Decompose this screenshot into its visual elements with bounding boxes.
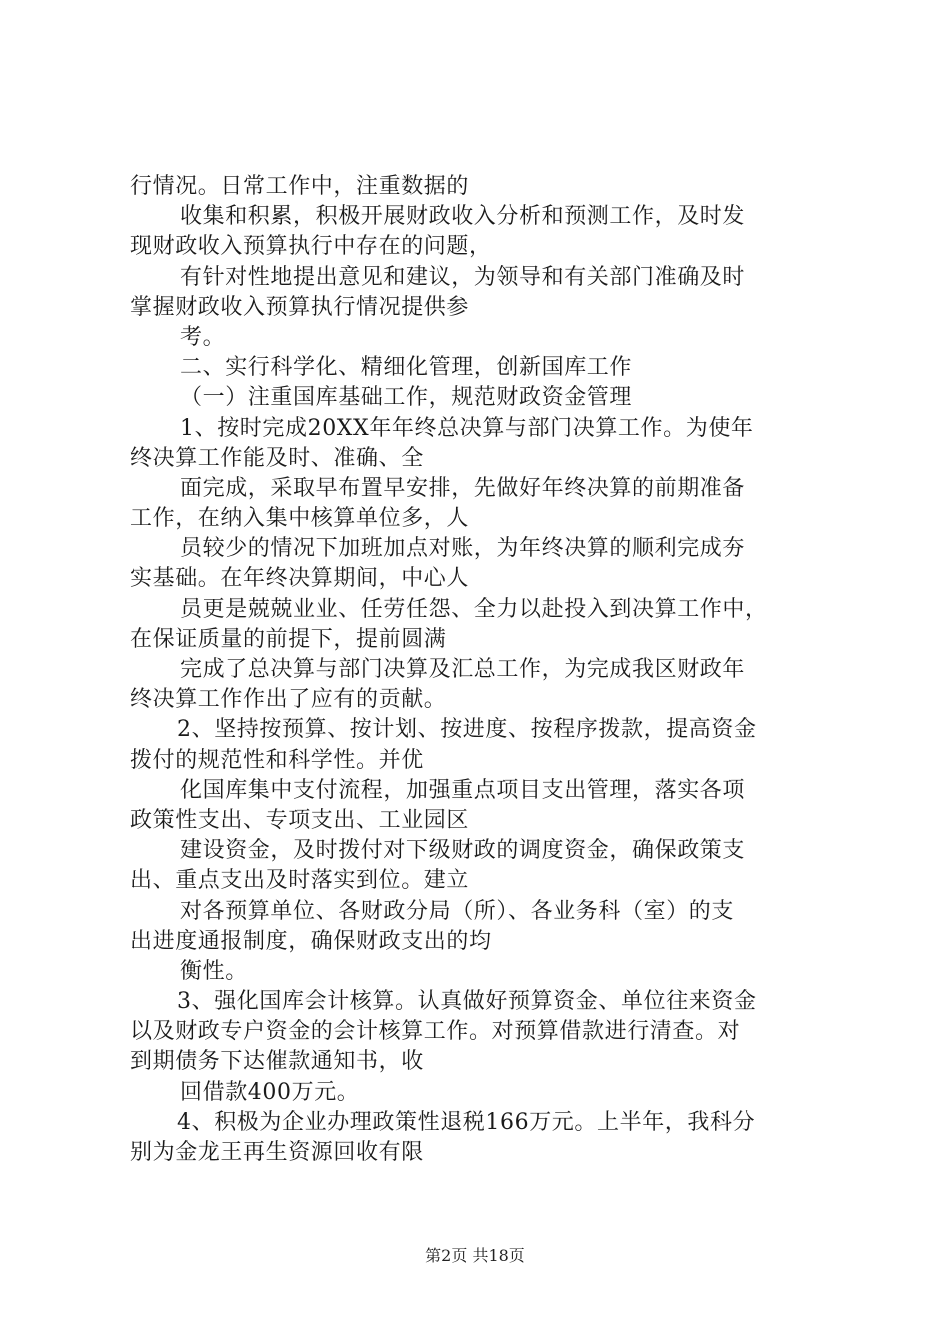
text-line: 化国库集中支付流程，加强重点项目支出管理，落实各项 <box>180 777 746 803</box>
text-line: 工作，在纳入集中核算单位多，人 <box>130 506 470 532</box>
text-line: 员更是兢兢业业、任劳任怨、全力以赴投入到决算工作中， <box>180 596 768 622</box>
text-line: 2、坚持按预算、按计划、按进度、按程序拨款，提高资金 <box>177 717 757 743</box>
text-line: 到期债务下达催款通知书，收 <box>130 1049 424 1075</box>
text-line: 拨付的规范性和科学性。并优 <box>130 747 424 773</box>
text-line: 4、积极为企业办理政策性退税166万元。上半年，我科分 <box>177 1109 756 1135</box>
text-line: 有针对性地提出意见和建议，为领导和有关部门准确及时 <box>180 264 746 290</box>
text-line: 以及财政专户资金的会计核算工作。对预算借款进行清查。对 <box>130 1019 741 1045</box>
text-line: 别为金龙王再生资源回收有限 <box>130 1140 424 1165</box>
text-line: 收集和积累，积极开展财政收入分析和预测工作，及时发 <box>180 204 746 230</box>
subsection-heading: （一）注重国库基础工作，规范财政资金管理 <box>180 385 633 411</box>
text-line: 完成了总决算与部门决算及汇总工作，为完成我区财政年 <box>180 657 746 682</box>
text-line: 出、重点支出及时落实到位。建立 <box>130 868 470 894</box>
text-line: 员较少的情况下加班加点对账，为年终决算的顺利完成夯 <box>180 536 746 562</box>
text-line: 掌握财政收入预算执行情况提供参 <box>130 294 470 320</box>
body-text <box>130 172 835 1168</box>
text-line: 建设资金，及时拨付对下级财政的调度资金，确保政策支 <box>180 838 746 864</box>
text-line: 面完成，采取早布置早安排，先做好年终决算的前期准备 <box>180 475 746 501</box>
section-heading: 二、实行科学化、精细化管理，创新国库工作 <box>180 355 633 381</box>
text-line: 行情况。日常工作中，注重数据的 <box>130 174 470 199</box>
page-number-footer: 第2页 共18页 <box>425 1246 525 1265</box>
text-line: 回借款400万元。 <box>180 1079 360 1105</box>
text-line: 出进度通报制度，确保财政支出的均 <box>130 928 492 954</box>
text-line: 3、强化国库会计核算。认真做好预算资金、单位往来资金 <box>177 989 757 1015</box>
text-line: 衡性。 <box>180 958 248 984</box>
text-line: 对各预算单位、各财政分局（所）、各业务科（室）的支 <box>180 898 735 924</box>
text-line: 考。 <box>180 324 226 350</box>
text-line: 1、按时完成20XX年年终总决算与部门决算工作。为使年 <box>180 415 754 441</box>
text-line: 在保证质量的前提下，提前圆满 <box>130 626 447 652</box>
text-line: 现财政收入预算执行中存在的问题， <box>130 234 492 260</box>
text-line: 终决算工作作出了应有的贡献。 <box>130 687 447 713</box>
text-line: 政策性支出、专项支出、工业园区 <box>130 807 470 833</box>
text-line: 实基础。在年终决算期间，中心人 <box>130 566 470 592</box>
text-line: 终决算工作能及时、准确、全 <box>130 445 424 471</box>
